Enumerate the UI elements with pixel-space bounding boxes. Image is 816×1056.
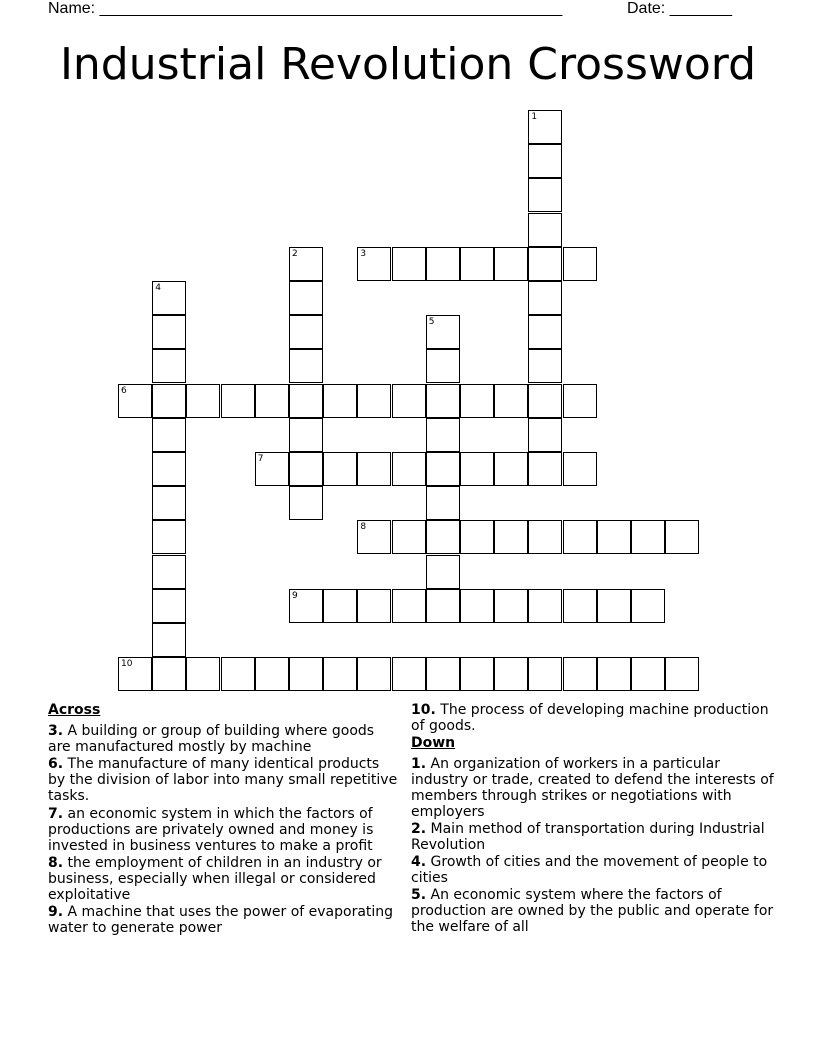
grid-cell[interactable] [528,110,562,144]
grid-cell[interactable] [528,520,562,554]
grid-cell[interactable] [255,384,289,418]
grid-cell[interactable] [186,657,220,691]
grid-cell[interactable] [631,589,665,623]
grid-cell[interactable] [152,589,186,623]
grid-cell[interactable] [392,657,426,691]
clue-across-3 [48,723,398,755]
grid-cell[interactable] [528,589,562,623]
grid-cell[interactable] [426,520,460,554]
grid-cell[interactable] [494,589,528,623]
grid-cell[interactable] [152,657,186,691]
clue-number: 3. [48,723,64,739]
grid-cell[interactable] [528,657,562,691]
grid-cell[interactable] [323,657,357,691]
clue-number: 10. [411,702,436,718]
grid-cell[interactable] [426,247,460,281]
cell-number: 3 [360,248,367,259]
grid-cell[interactable] [426,555,460,589]
clue-down-2 [411,821,781,853]
grid-cell[interactable] [631,657,665,691]
grid-cell[interactable] [152,281,186,315]
grid-cell[interactable] [392,520,426,554]
grid-cell[interactable] [563,384,597,418]
name-field[interactable]: Name: ____________________________________________________ [48,0,563,17]
grid-cell[interactable] [563,520,597,554]
date-field[interactable]: Date: _______ [627,0,732,17]
cell-number: 6 [121,385,127,396]
page-title: Industrial Revolution Crossword [59,39,757,90]
grid-cell[interactable] [460,384,494,418]
grid-cell[interactable] [323,452,357,486]
clue-number: 6. [48,756,64,772]
clue-text: The process of developing machine production of goods. [411,702,769,734]
grid-cell[interactable] [289,418,323,452]
grid-cell[interactable] [357,247,391,281]
grid-cell[interactable] [563,589,597,623]
grid-cell[interactable] [357,520,391,554]
cell-number: 5 [428,317,435,328]
clue-number: 9. [48,904,64,920]
clue-text: A building or group of building where goods are manufactured mostly by machine [48,723,375,755]
grid-cell[interactable] [426,384,460,418]
grid-cell[interactable] [221,657,255,691]
grid-cell[interactable] [460,452,494,486]
clue-number: 8. [48,855,64,871]
grid-cell[interactable] [152,486,186,520]
cell-number: 7 [257,454,264,464]
grid-cell[interactable] [152,418,186,452]
cell-number: 1 [531,112,538,122]
grid-cell[interactable] [528,452,562,486]
grid-cell[interactable] [494,384,528,418]
clue-number: 4. [411,854,427,870]
grid-cell[interactable] [460,247,494,281]
grid-cell[interactable] [528,418,562,452]
grid-cell[interactable] [528,315,562,349]
grid-cell[interactable] [426,486,460,520]
grid-cell[interactable] [528,247,562,281]
cell-number: 9 [292,590,298,601]
grid-cell[interactable] [152,623,186,657]
clue-down-1 [411,756,781,820]
grid-cell[interactable] [152,452,186,486]
across-heading: Across [48,702,101,718]
grid-cell[interactable] [494,452,528,486]
grid-cell[interactable] [597,520,631,554]
grid-cell[interactable] [221,384,255,418]
grid-cell[interactable] [357,589,391,623]
cell-number: 10 [121,659,133,670]
grid-cell[interactable] [357,384,391,418]
grid-cell[interactable] [323,384,357,418]
grid-cell[interactable] [597,657,631,691]
grid-cell[interactable] [563,452,597,486]
grid-cell[interactable] [323,589,357,623]
grid-cell[interactable] [255,657,289,691]
grid-cell[interactable] [426,452,460,486]
grid-cell[interactable] [563,657,597,691]
grid-cell[interactable] [528,213,562,247]
clue-text: The manufacture of many identical products by the division of labor into many small repetitive tasks. [48,756,398,804]
grid-cell[interactable] [289,247,323,281]
clue-text: the employment of children in an industry or business, especially when illegal or considered exploitative [48,855,382,903]
grid-cell[interactable] [152,384,186,418]
grid-cell[interactable] [255,452,289,486]
grid-cell[interactable] [289,657,323,691]
grid-cell[interactable] [563,247,597,281]
clue-text: A machine that uses the power of evaporating water to generate power [48,904,394,936]
down-clues [411,702,781,936]
grid-cell[interactable] [152,555,186,589]
clue-down-4 [411,854,781,886]
clue-across-9 [48,904,398,936]
grid-cell[interactable] [460,657,494,691]
clue-across-7 [48,806,398,854]
clue-text: an economic system in which the factors of productions are privately owned and money is invested in business ventures to make a profit [48,806,374,854]
grid-cell[interactable] [528,349,562,383]
clue-number: 1. [411,756,427,772]
grid-cell[interactable] [289,384,323,418]
grid-cell[interactable] [528,384,562,418]
grid-cell[interactable] [357,452,391,486]
grid-cell[interactable] [289,486,323,520]
clue-across-10 [411,702,781,734]
across-clues [48,702,398,937]
grid-cell[interactable] [152,315,186,349]
grid-cell[interactable] [631,520,665,554]
grid-cell[interactable] [152,520,186,554]
grid-cell[interactable] [426,418,460,452]
clue-text: An organization of workers in a particular industry or trade, created to defend the interests of members through strikes or negotiations with employers [411,756,774,820]
grid-cell[interactable] [528,144,562,178]
grid-cell[interactable] [597,589,631,623]
grid-cell[interactable] [426,657,460,691]
grid-cell[interactable] [665,520,699,554]
clue-text: Main method of transportation during Industrial Revolution [411,821,765,853]
grid-cell[interactable] [289,452,323,486]
grid-cell[interactable] [426,589,460,623]
clue-number: 7. [48,806,64,822]
grid-cell[interactable] [392,247,426,281]
cell-number: 2 [292,248,298,259]
grid-cell[interactable] [460,589,494,623]
grid-cell[interactable] [186,384,220,418]
grid-cell[interactable] [289,281,323,315]
grid-cell[interactable] [494,520,528,554]
grid-cell[interactable] [118,657,152,691]
clue-text: An economic system where the factors of production are owned by the public and operate for the welfare of all [411,887,774,935]
grid-cell[interactable] [392,384,426,418]
grid-cell[interactable] [357,657,391,691]
cell-number: 8 [360,522,367,533]
grid-cell[interactable] [426,315,460,349]
down-heading: Down [411,735,456,751]
grid-cell[interactable] [426,349,460,383]
grid-cell[interactable] [528,178,562,212]
grid-cell[interactable] [392,589,426,623]
grid-cell[interactable] [152,349,186,383]
grid-cell[interactable] [528,281,562,315]
grid-cell[interactable] [392,452,426,486]
grid-cell[interactable] [289,315,323,349]
clue-text: Growth of cities and the movement of people to cities [411,854,768,886]
grid-cell[interactable] [494,657,528,691]
clue-number: 2. [411,821,427,837]
clue-across-8 [48,855,398,903]
clue-number: 5. [411,887,427,903]
grid-cell[interactable] [460,520,494,554]
clue-across-6 [48,756,398,804]
grid-cell[interactable] [118,384,152,418]
grid-cell[interactable] [289,349,323,383]
clue-down-5 [411,887,781,935]
cell-number: 4 [155,283,161,293]
grid-cell[interactable] [665,657,699,691]
grid-cell[interactable] [494,247,528,281]
grid-cell[interactable] [289,589,323,623]
